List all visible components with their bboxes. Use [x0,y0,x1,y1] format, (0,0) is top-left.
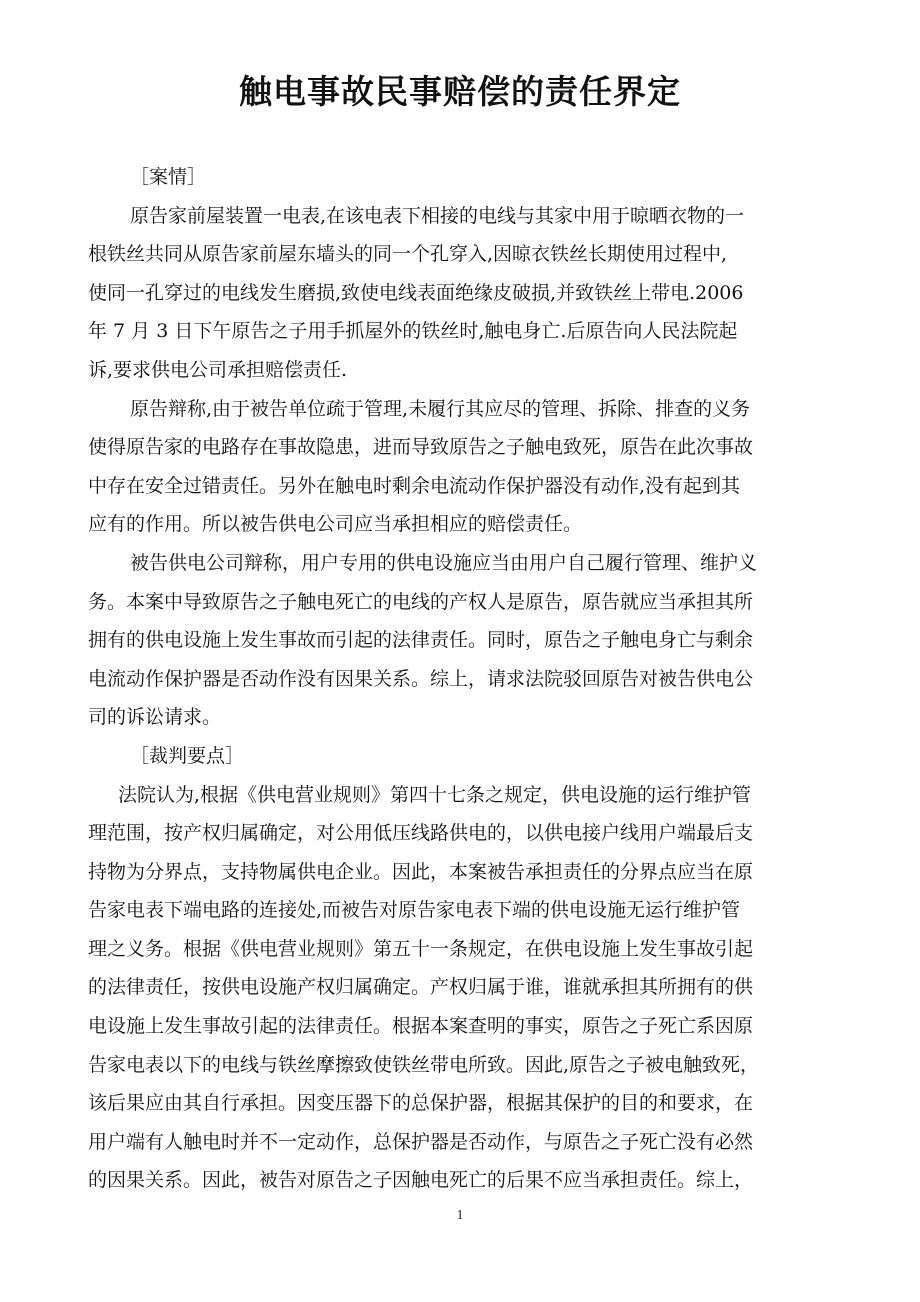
paragraph-line: 被告供电公司辩称，用户专用的供电设施应当由用户自己履行管理、维护义 [130,551,758,574]
paragraph-line: 中存在安全过错责任。另外在触电时剩余电流动作保护器没有动作,没有起到其 [88,474,741,497]
paragraph-line: 使得原告家的电路存在事故隐患，进而导致原告之子触电致死，原告在此次事故 [88,436,754,459]
paragraph-line: 务。本案中导致原告之子触电死亡的电线的产权人是原告，原告就应当承担其所 [88,590,754,613]
paragraph-line: 原告辩称,由于被告单位疏于管理,未履行其应尽的管理、拆除、排查的义务 [130,397,751,420]
paragraph-line: 原告家前屋装置一电表,在该电表下相接的电线与其家中用于晾晒衣物的一 [130,204,745,227]
section-heading-ruling: ［裁判要点］ [130,744,245,767]
paragraph-line: 告家电表下端电路的连接处,而被告对原告家电表下端的供电设施无运行维护管 [88,899,741,922]
paragraph-line: 理之义务。根据《供电营业规则》第五十一条规定，在供电设施上发生事故引起 [88,937,754,960]
paragraph-line: 根铁丝共同从原告家前屋东墙头的同一个孔穿入,因晾衣铁丝长期使用过程中, [88,243,728,266]
paragraph-line: 应有的作用。所以被告供电公司应当承担相应的赔偿责任。 [88,513,583,536]
paragraph-line: 拥有的供电设施上发生事故而引起的法律责任。同时，原告之子触电身亡与剩余 [88,629,754,652]
page-title: 触电事故民事赔偿的责任界定 [239,72,681,111]
document-body [88,158,838,1200]
paragraph-line: 的因果关系。因此，被告对原告之子因触电死亡的后果不应当承担责任。综上， [88,1169,754,1192]
paragraph-line: 诉,要求供电公司承担赔偿责任. [88,358,348,381]
paragraph-line: 的法律责任，按供电设施产权归属确定。产权归属于谁，谁就承担其所拥有的供 [88,976,754,999]
paragraph-line: 电设施上发生事故引起的法律责任。根据本案查明的事实，原告之子死亡系因原 [88,1015,754,1038]
page-number: 1 [456,1208,464,1223]
section-heading-case: ［案情］ [130,166,207,188]
paragraph-line: 告家电表以下的电线与铁丝摩擦致使铁丝带电所致。因此,原告之子被电触致死， [88,1053,760,1076]
paragraph-line: 电流动作保护器是否动作没有因果关系。综上，请求法院驳回原告对被告供电公 [88,667,754,690]
paragraph-line: 司的诉讼请求。 [88,706,222,729]
paragraph-line: 用户端有人触电时并不一定动作，总保护器是否动作，与原告之子死亡没有必然 [88,1130,754,1153]
paragraph-line: 法院认为,根据《供电营业规则》第四十七条之规定，供电设施的运行维护管 [118,783,752,806]
paragraph-line: 持物为分界点，支持物属供电企业。因此，本案被告承担责任的分界点应当在原 [88,860,754,883]
paragraph-line: 年 7 月 3 日下午原告之子用手抓屋外的铁丝时,触电身亡.后原告向人民法院起 [88,320,738,343]
paragraph-line: 理范围，按产权归属确定，对公用低压线路供电的，以供电接户线用户端最后支 [88,822,754,845]
paragraph-line: 使同一孔穿过的电线发生磨损,致使电线表面绝缘皮破损,并致铁丝上带电.2006 [88,281,744,304]
paragraph-line: 该后果应由其自行承担。因变压器下的总保护器，根据其保护的目的和要求，在 [88,1092,754,1115]
